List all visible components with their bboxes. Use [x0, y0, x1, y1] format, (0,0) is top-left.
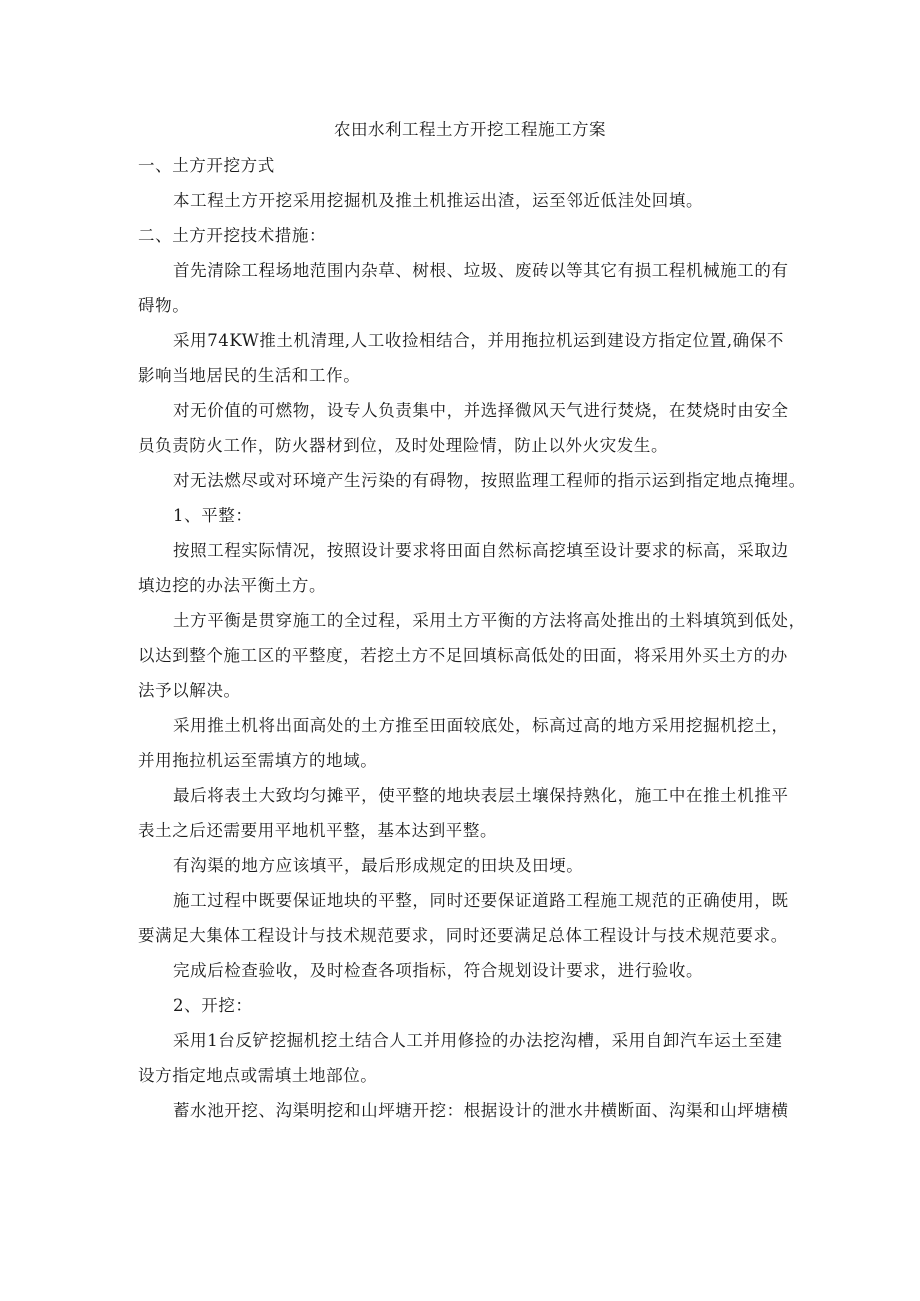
- paragraph-line: 1、平整：: [173, 506, 253, 525]
- paragraph-line: 有沟渠的地方应该填平，最后形成规定的田块及田埂。: [173, 856, 584, 875]
- paragraph-continuation: 设方指定地点或需填土地部位。: [138, 1066, 378, 1085]
- section-heading: 二、土方开挖技术措施：: [138, 226, 327, 245]
- paragraph-line: 采用1台反铲挖掘机挖土结合人工并用修捡的办法挖沟槽，采用自卸汽车运土至建: [173, 1031, 783, 1050]
- paragraph-line: 首先清除工程场地范围内杂草、树根、垃圾、废砖以等其它有损工程机械施工的有: [173, 261, 789, 280]
- paragraph-line: 采用推土机将出面高处的土方推至田面较底处，标高过高的地方采用挖掘机挖土，: [173, 716, 789, 735]
- paragraph-continuation: 表土之后还需要用平地机平整，基本达到平整。: [138, 821, 498, 840]
- paragraph-line: 蓄水池开挖、沟渠明挖和山坪塘开挖：根据设计的泄水井横断面、沟渠和山坪塘横: [173, 1101, 789, 1120]
- paragraph-line: 施工过程中既要保证地块的平整，同时还要保证道路工程施工规范的正确使用，既: [173, 891, 789, 910]
- paragraph-line: 本工程土方开挖采用挖掘机及推土机推运出渣，运至邻近低洼处回填。: [173, 191, 704, 210]
- paragraph-line: 土方平衡是贯穿施工的全过程，采用土方平衡的方法将高处推出的土料填筑到低处，: [173, 611, 806, 630]
- paragraph-line: 完成后检查验收，及时检查各项指标，符合规划设计要求，进行验收。: [173, 961, 704, 980]
- paragraph-line: 对无价值的可燃物，设专人负责集中，并选择微风天气进行焚烧，在焚烧时由安全: [173, 401, 789, 420]
- paragraph-line: 按照工程实际情况，按照设计要求将田面自然标高挖填至设计要求的标高，采取边: [173, 541, 789, 560]
- paragraph-line: 对无法燃尽或对环境产生污染的有碍物，按照监理工程师的指示运到指定地点掩埋。: [173, 471, 806, 490]
- paragraph-continuation: 并用拖拉机运至需填方的地域。: [138, 751, 378, 770]
- paragraph-continuation: 影响当地居民的生活和工作。: [138, 366, 361, 385]
- paragraph-continuation: 员负责防火工作，防火器材到位，及时处理险情，防止以外火灾发生。: [138, 436, 669, 455]
- paragraph-continuation: 要满足大集体工程设计与技术规范要求，同时还要满足总体工程设计与技术规范要求。: [138, 926, 788, 945]
- document-title: 农田水利工程土方开挖工程施工方案: [334, 120, 606, 139]
- paragraph-line: 最后将表土大致均匀摊平，使平整的地块表层土壤保持熟化，施工中在推土机推平: [173, 786, 789, 805]
- section-heading: 一、土方开挖方式: [138, 156, 275, 175]
- paragraph-continuation: 填边挖的办法平衡土方。: [138, 576, 327, 595]
- document-body: [138, 112, 806, 1128]
- document-text: [138, 148, 806, 1128]
- paragraph-continuation: 法予以解决。: [138, 681, 241, 700]
- paragraph-line: 采用74KW推土机清理,人工收捡相结合，并用拖拉机运到建设方指定位置,确保不: [173, 331, 784, 350]
- paragraph-line: 2、开挖：: [173, 996, 253, 1015]
- paragraph-continuation: 以达到整个施工区的平整度，若挖土方不足回填标高低处的田面，将采用外买土方的办: [138, 646, 788, 665]
- paragraph-continuation: 碍物。: [138, 296, 190, 315]
